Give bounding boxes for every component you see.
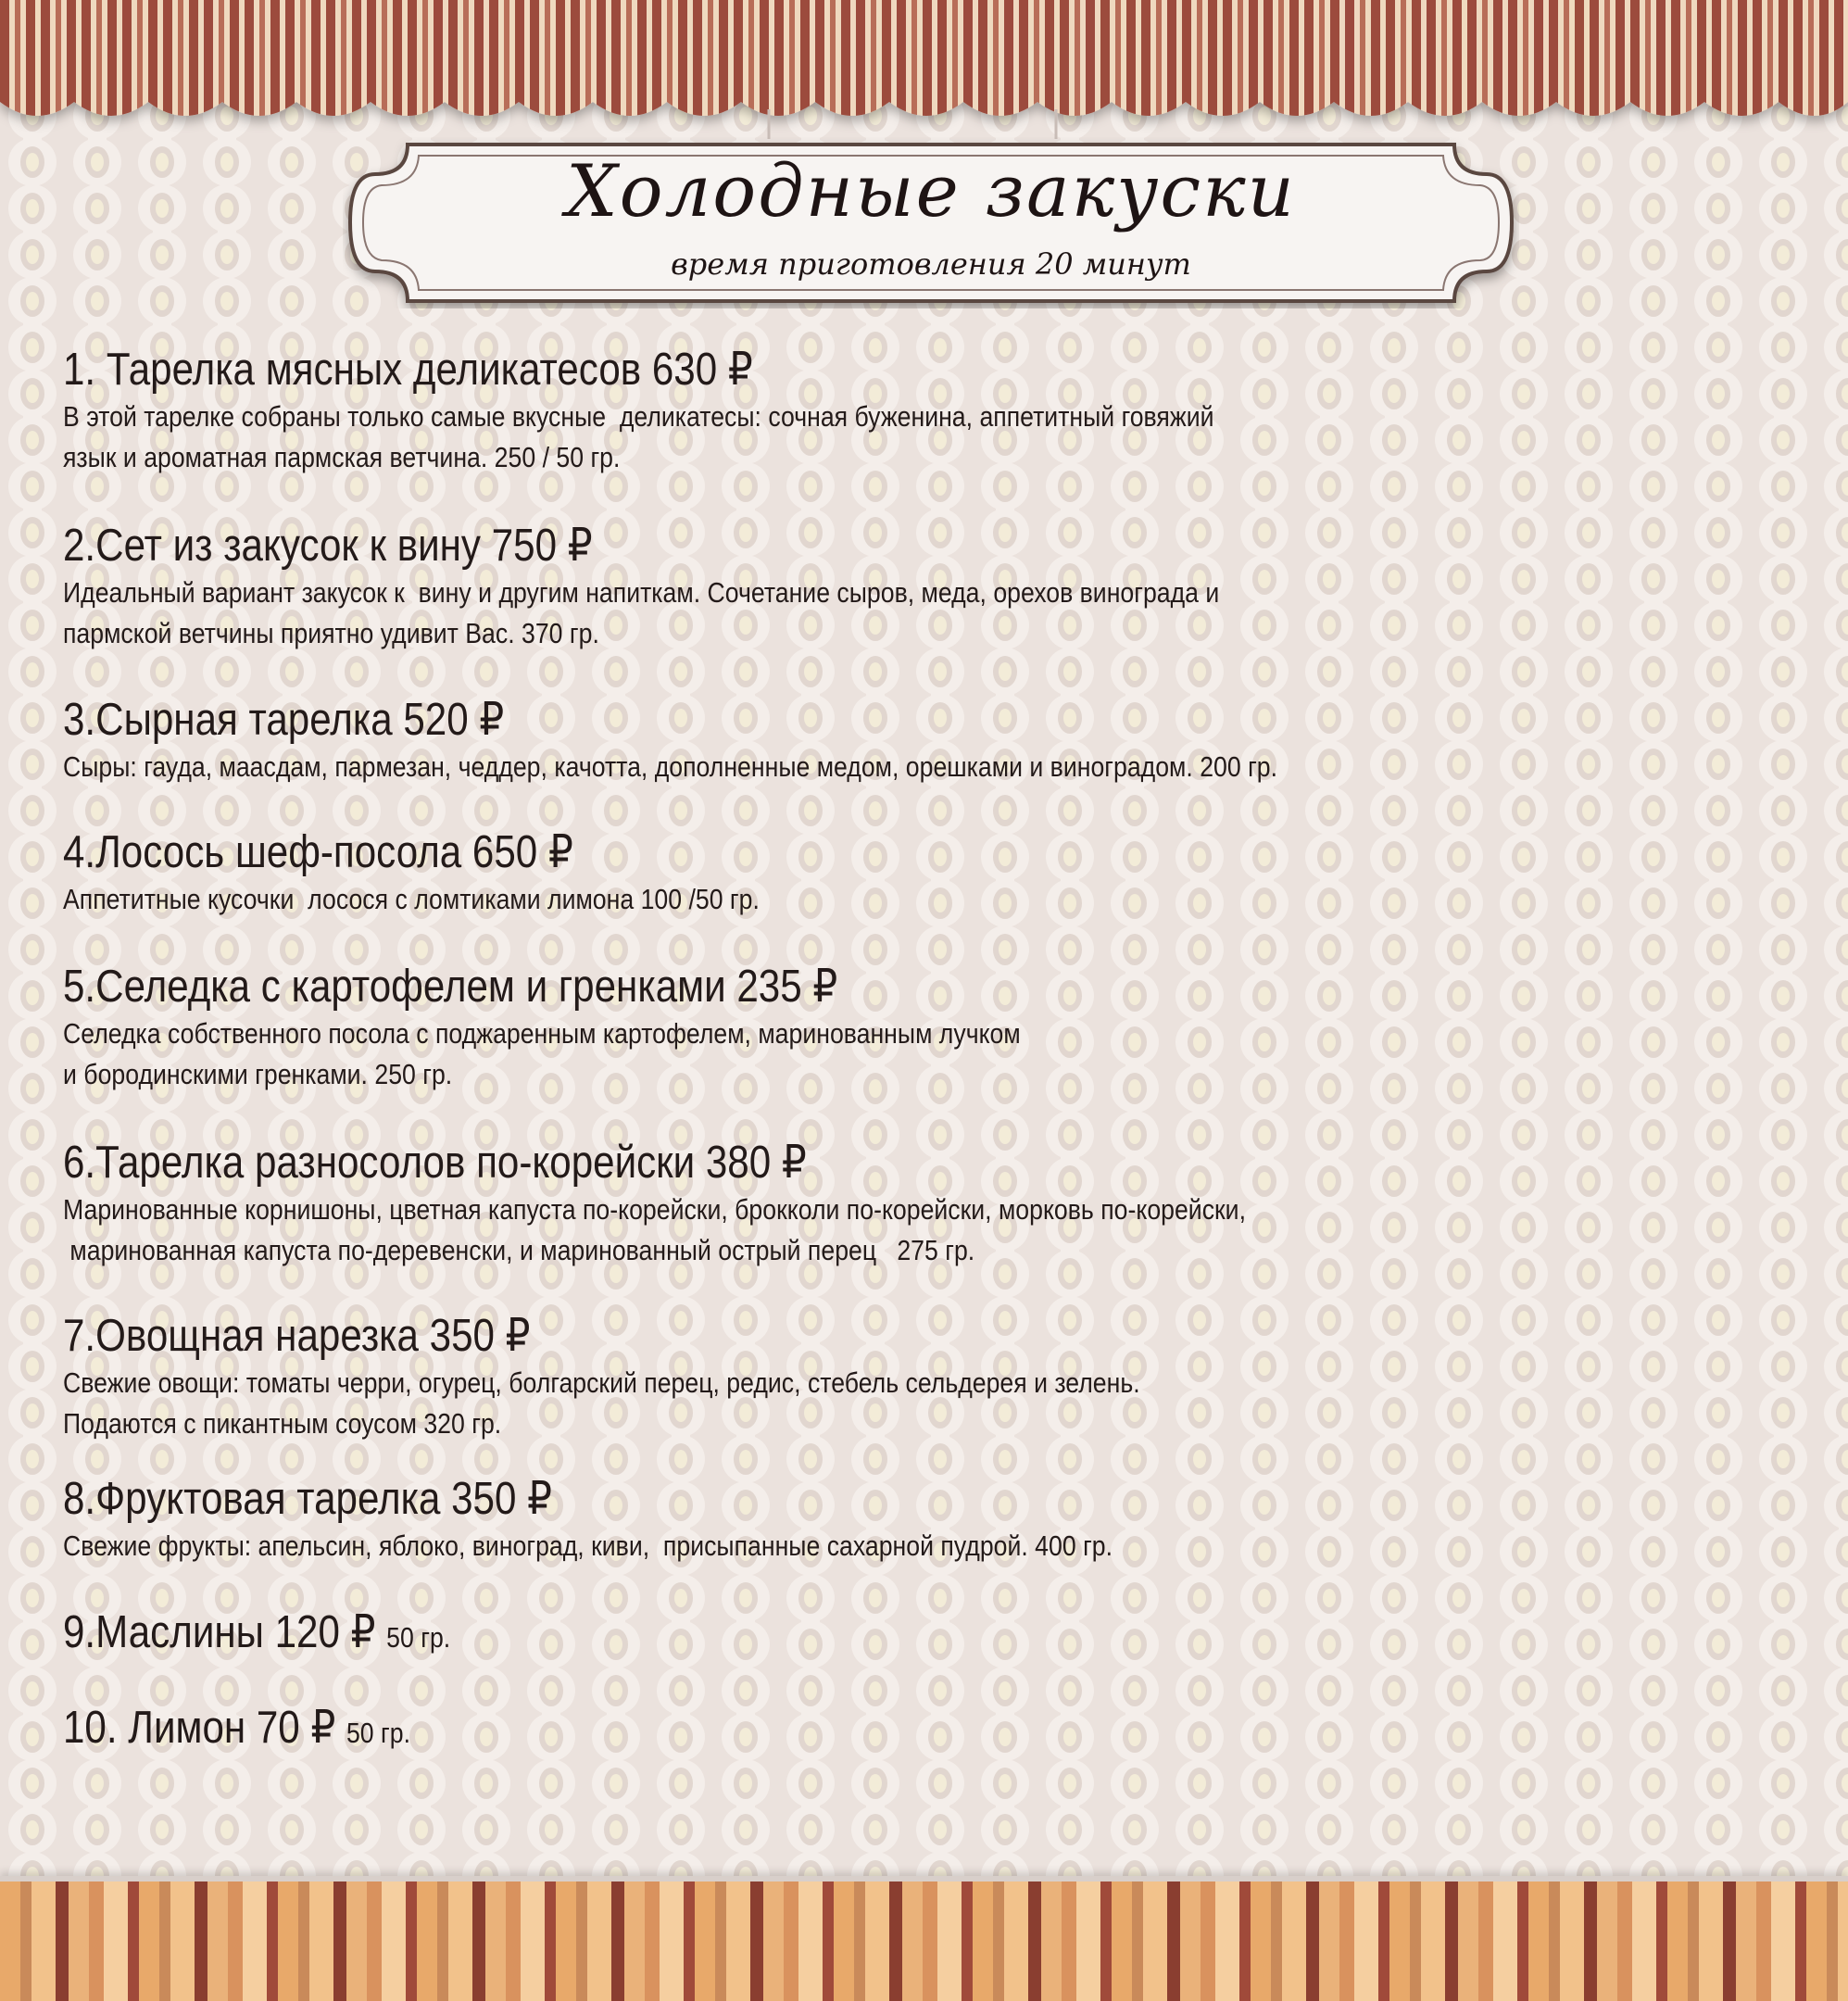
item-title: 1. Тарелка мясных деликатесов 630 ₽: [63, 345, 753, 395]
item-title: 2.Сет из закусок к вину 750 ₽: [63, 521, 593, 571]
item-weight: 50 гр.: [386, 1621, 451, 1654]
item-description-line: Маринованные корнишоны, цветная капуста по-корейски, брокколи по-корейски, морковь по-корейски,: [63, 1193, 1246, 1226]
menu-item-8: [63, 1472, 1545, 1567]
plaque-cords: [0, 0, 1848, 148]
cooking-time-subtitle: время приготовления 20 минут: [671, 246, 1191, 282]
item-title: 6.Тарелка разносолов по-корейски 380 ₽: [63, 1138, 807, 1188]
item-description-line: Подаются с пикантным соусом 320 гр.: [63, 1407, 502, 1440]
item-title: 8.Фруктовая тарелка 350 ₽: [63, 1474, 552, 1524]
menu-item-3: [63, 693, 1545, 787]
item-weight: 50 гр.: [346, 1717, 411, 1749]
item-title-row: [63, 1701, 1338, 1760]
item-description-line: Свежие овощи: томаты черри, огурец, болгарский перец, редис, стебель сельдерея и зелень.: [63, 1366, 1140, 1399]
menu-item-10: [63, 1701, 1545, 1760]
menu-item-4: [63, 825, 1545, 920]
page-title: Холодные закуски: [566, 150, 1296, 233]
item-title: 5.Селедка с картофелем и гренками 235 ₽: [63, 962, 838, 1012]
item-title: 4.Лосось шеф-посола 650 ₽: [63, 827, 573, 877]
item-description-line: и бородинскими гренками. 250 гр.: [63, 1058, 453, 1090]
menu-item-5: [63, 960, 1545, 1095]
title-plaque: [343, 137, 1519, 308]
item-description-line: маринованная капуста по-деревенски, и маринованный острый перец 275 гр.: [63, 1234, 975, 1266]
item-description-line: Идеальный вариант закусок к вину и другим напиткам. Сочетание сыров, меда, орехов винограда и: [63, 576, 1220, 609]
menu-item-2: [63, 519, 1545, 654]
item-description-line: В этой тарелке собраны только самые вкусные деликатесы: сочная буженина, аппетитный говяжий: [63, 400, 1214, 433]
item-title: 7.Овощная нарезка 350 ₽: [63, 1311, 531, 1361]
item-title-row: [63, 1605, 1338, 1665]
item-title: 3.Сырная тарелка 520 ₽: [63, 695, 505, 745]
item-description-line: Аппетитные кусочки лосося с ломтиками лимона 100 /50 гр.: [63, 883, 760, 915]
menu-item-1: [63, 343, 1545, 478]
item-title: 9.Маслины 120 ₽: [63, 1607, 376, 1657]
item-description-line: Свежие фрукты: апельсин, яблоко, виноград, киви, присыпанные сахарной пудрой. 400 гр.: [63, 1529, 1113, 1562]
item-description-line: Селедка собственного посола с поджаренным картофелем, маринованным лучком: [63, 1017, 1021, 1050]
item-description-line: язык и ароматная пармская ветчина. 250 / 50 гр.: [63, 441, 621, 473]
menu-item-6: [63, 1136, 1545, 1271]
item-description-line: Сыры: гауда, маасдам, пармезан, чеддер, качотта, дополненные медом, орешками и виноградом. 200 гр.: [63, 750, 1278, 783]
item-description-line: пармской ветчины приятно удивит Вас. 370 гр.: [63, 617, 599, 649]
menu-item-7: [63, 1309, 1545, 1444]
bottom-stripe-border: [0, 1876, 1848, 2001]
item-title: 10. Лимон 70 ₽: [63, 1703, 336, 1753]
menu-item-9: [63, 1605, 1545, 1665]
